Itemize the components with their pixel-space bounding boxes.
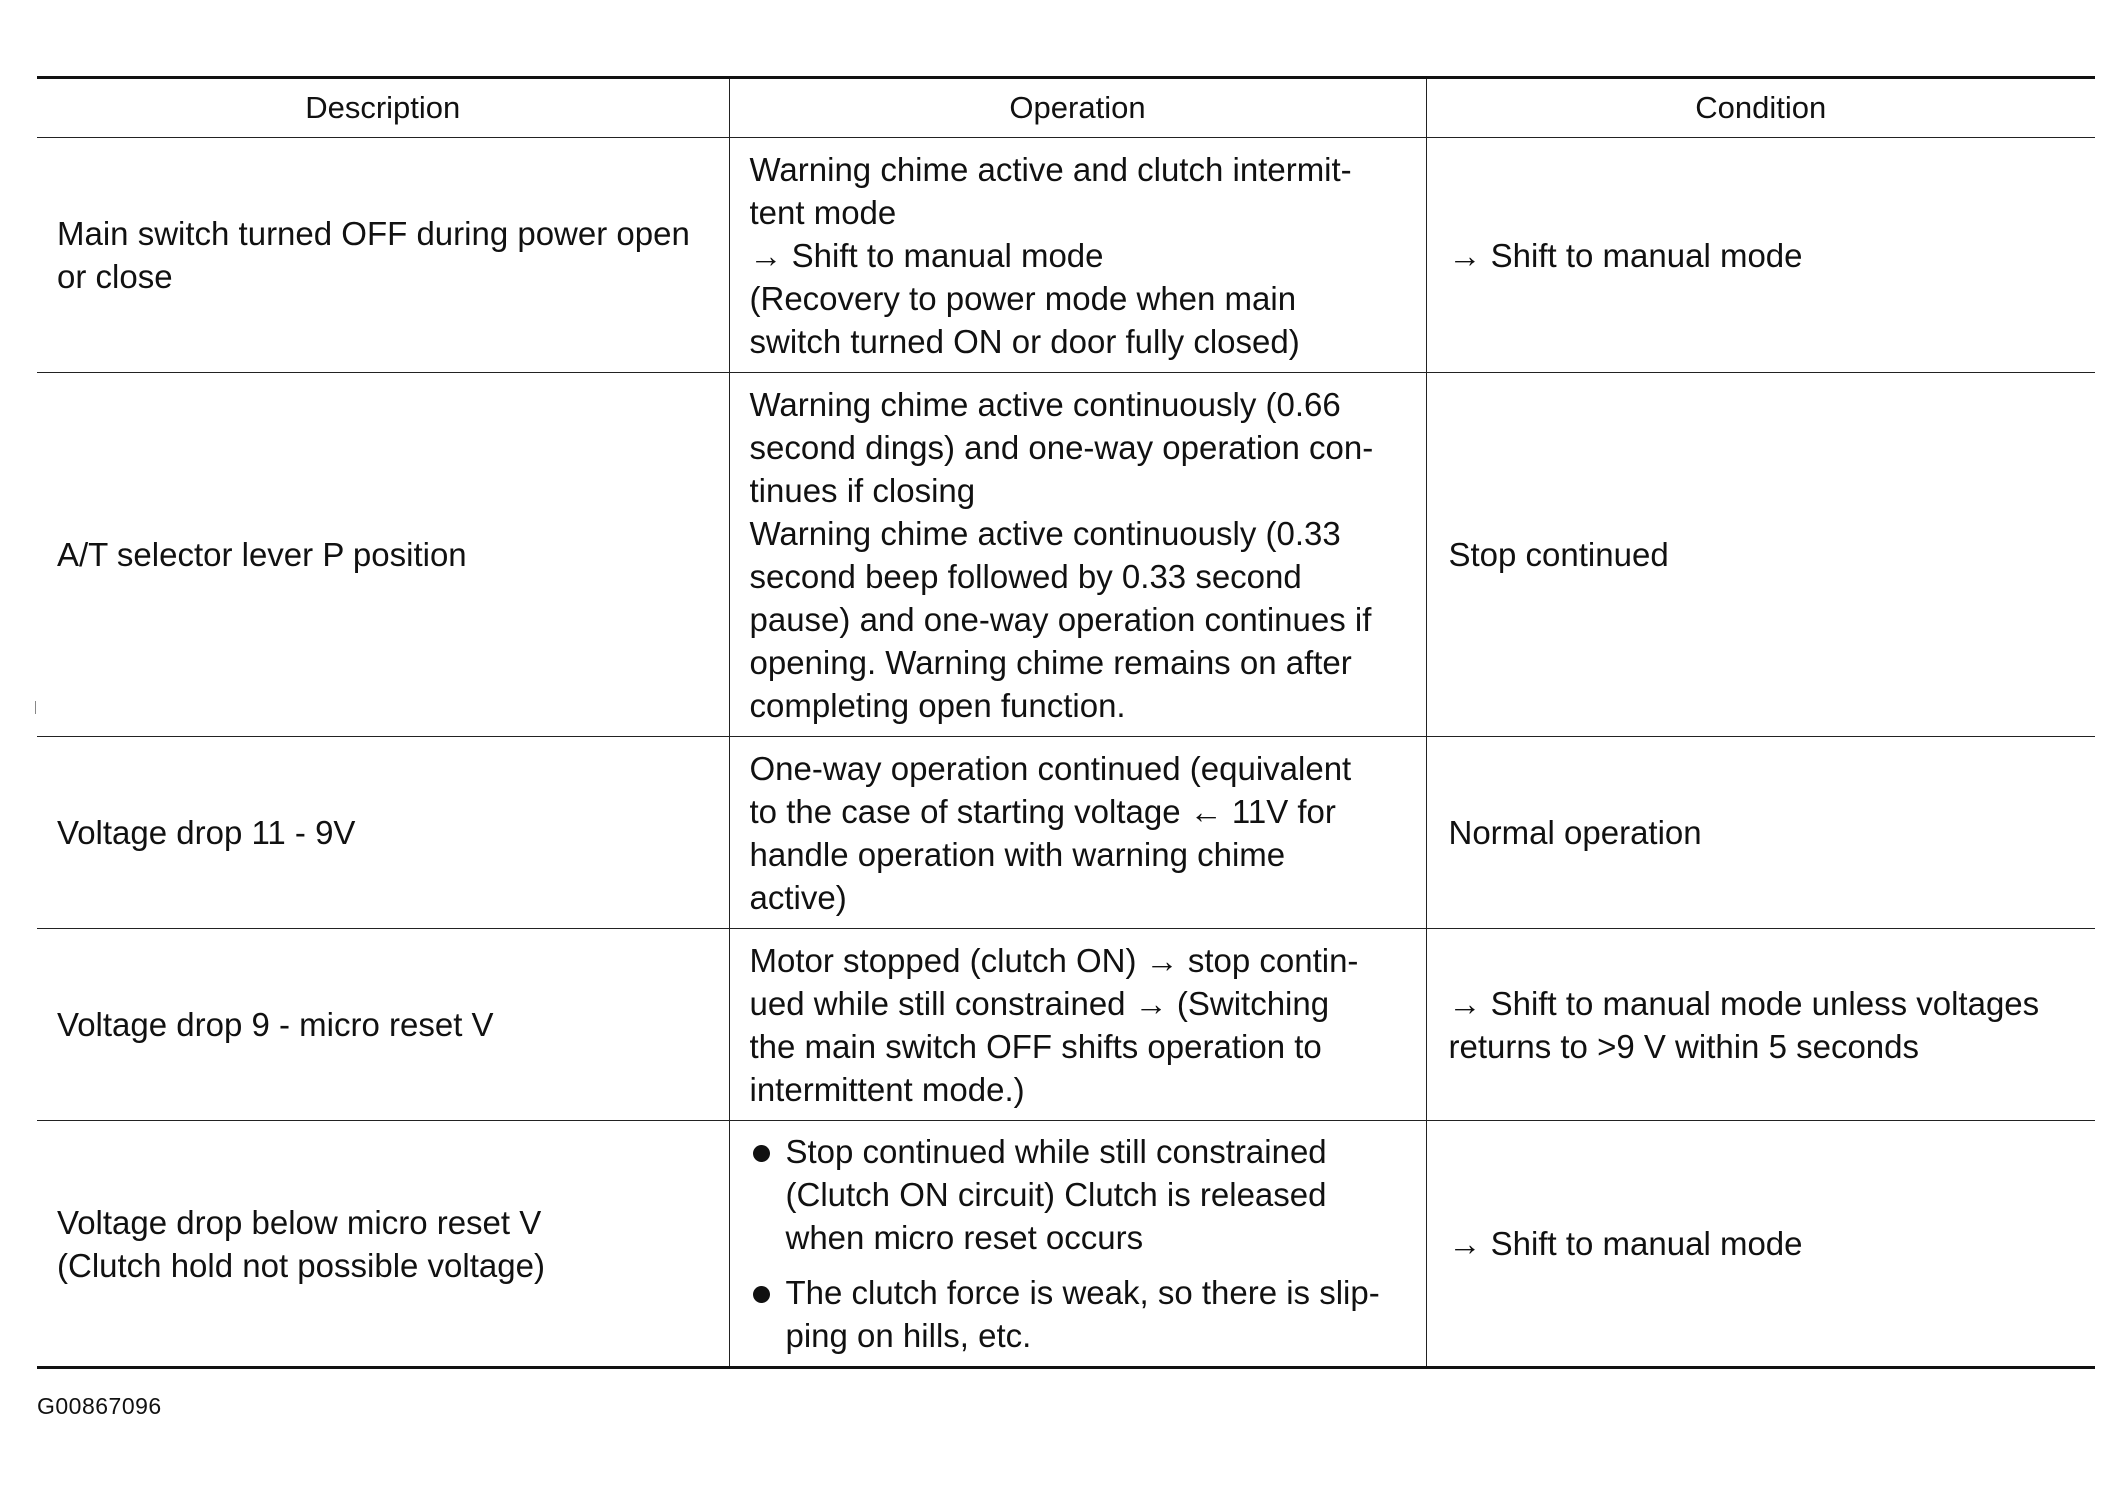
table-header-row bbox=[37, 78, 2095, 138]
header-condition: Condition bbox=[1426, 78, 2095, 138]
cell-line: Stop continued bbox=[1448, 536, 1669, 573]
table-row bbox=[37, 929, 2095, 1121]
cell-line: The clutch force is weak, so there is slip- bbox=[785, 1274, 1380, 1311]
spec-table-container bbox=[37, 76, 2095, 1369]
operation-cell bbox=[729, 929, 1426, 1121]
condition-cell bbox=[1426, 138, 2095, 373]
list-item bbox=[750, 1130, 1416, 1259]
scan-artifact-mark bbox=[35, 701, 36, 714]
table-row bbox=[37, 737, 2095, 929]
operation-cell bbox=[729, 138, 1426, 373]
cell-line: Warning chime active continuously (0.33 bbox=[749, 514, 1341, 552]
description-cell bbox=[37, 929, 729, 1121]
cell-line: → Shift to manual mode bbox=[1448, 1225, 1803, 1262]
cell-line: switch turned ON or door fully closed) bbox=[749, 322, 1300, 360]
condition-cell bbox=[1426, 1121, 2095, 1368]
cell-line: (Clutch hold not possible voltage) bbox=[57, 1246, 545, 1284]
cell-line: Voltage drop 11 - 9V bbox=[57, 814, 356, 851]
cell-line: ued while still constrained → (Switching bbox=[749, 984, 1330, 1022]
cell-line: active) bbox=[749, 878, 847, 916]
figure-id: G00867096 bbox=[37, 1393, 162, 1419]
cell-line: (Recovery to power mode when main bbox=[749, 279, 1297, 317]
cell-line: to the case of starting voltage ← 11V for bbox=[749, 792, 1336, 830]
cell-line: tent mode bbox=[749, 193, 897, 231]
table-row bbox=[37, 373, 2095, 737]
condition-cell bbox=[1426, 373, 2095, 737]
cell-line: when micro reset occurs bbox=[785, 1219, 1144, 1256]
cell-line: second dings) and one-way operation con- bbox=[749, 428, 1374, 466]
cell-line: second beep followed by 0.33 second bbox=[749, 557, 1302, 595]
operation-cell bbox=[729, 1121, 1426, 1368]
cell-line: Warning chime active continuously (0.66 bbox=[749, 385, 1341, 423]
cell-line: (Clutch ON circuit) Clutch is released bbox=[785, 1176, 1327, 1213]
cell-line: returns to >9 V within 5 seconds bbox=[1448, 1027, 1920, 1065]
bullet-list bbox=[750, 1130, 1416, 1357]
cell-line: Normal operation bbox=[1448, 814, 1702, 851]
operation-cell bbox=[729, 373, 1426, 737]
cell-line: completing open function. bbox=[749, 686, 1126, 724]
table-row bbox=[37, 138, 2095, 373]
cell-line: Stop continued while still constrained bbox=[785, 1133, 1327, 1170]
cell-line: pause) and one-way operation continues if bbox=[749, 600, 1372, 638]
cell-line: Motor stopped (clutch ON) → stop contin- bbox=[749, 941, 1359, 979]
header-description: Description bbox=[37, 78, 729, 138]
list-item bbox=[750, 1271, 1416, 1357]
description-cell bbox=[37, 1121, 729, 1368]
cell-line: opening. Warning chime remains on after bbox=[749, 643, 1352, 681]
description-cell bbox=[37, 373, 729, 737]
operation-condition-table bbox=[37, 76, 2095, 1369]
condition-cell bbox=[1426, 929, 2095, 1121]
cell-line: tinues if closing bbox=[749, 471, 976, 509]
cell-line: → Shift to manual mode bbox=[1448, 236, 1803, 274]
cell-line: Voltage drop 9 - micro reset V bbox=[57, 1006, 494, 1043]
operation-cell bbox=[729, 737, 1426, 929]
cell-line: One-way operation continued (equivalent bbox=[749, 749, 1352, 787]
cell-line: → Shift to manual mode bbox=[749, 236, 1104, 274]
cell-line: → Shift to manual mode unless voltages bbox=[1448, 984, 2040, 1022]
cell-line: Warning chime active and clutch intermit- bbox=[749, 150, 1352, 188]
cell-line: Main switch turned OFF during power open bbox=[57, 215, 690, 252]
header-operation: Operation bbox=[729, 78, 1426, 138]
description-cell bbox=[37, 138, 729, 373]
condition-cell bbox=[1426, 737, 2095, 929]
cell-line: A/T selector lever P position bbox=[57, 536, 467, 573]
description-cell bbox=[37, 737, 729, 929]
cell-line: handle operation with warning chime bbox=[749, 835, 1286, 873]
cell-line: ping on hills, etc. bbox=[785, 1317, 1032, 1354]
cell-line: or close bbox=[57, 258, 173, 295]
cell-line: the main switch OFF shifts operation to bbox=[749, 1027, 1322, 1065]
table-row bbox=[37, 1121, 2095, 1368]
cell-line: intermittent mode.) bbox=[749, 1070, 1025, 1108]
cell-line: Voltage drop below micro reset V bbox=[57, 1203, 542, 1241]
